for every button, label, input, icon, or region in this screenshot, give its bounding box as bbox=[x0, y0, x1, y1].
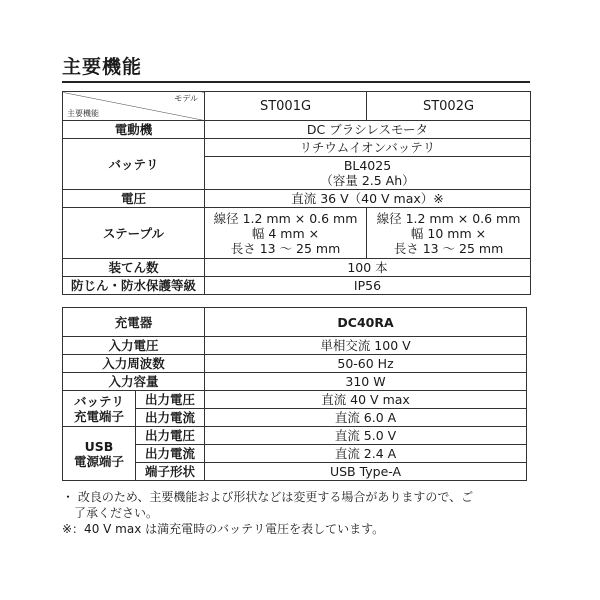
charger-model: DC40RA bbox=[205, 308, 527, 337]
staple-label: ステープル bbox=[63, 208, 205, 259]
charger-label: 充電器 bbox=[63, 308, 205, 337]
battery-output-current-value: 直流 6.0 A bbox=[205, 409, 527, 427]
input-voltage-row bbox=[63, 337, 527, 355]
spec-table bbox=[62, 91, 531, 295]
capacity-label: 装てん数 bbox=[63, 259, 205, 277]
motor-value: DC ブラシレスモータ bbox=[205, 121, 531, 139]
battery-terminal-label-line: バッテリ bbox=[73, 393, 124, 409]
model-st001g: ST001G bbox=[205, 92, 367, 121]
input-frequency-row bbox=[63, 355, 527, 373]
usb-terminal-shape-label: 端子形状 bbox=[136, 463, 205, 481]
function-label: 主要機能 bbox=[67, 109, 99, 118]
input-frequency-value: 50-60 Hz bbox=[205, 355, 527, 373]
charger-table bbox=[62, 307, 527, 481]
staple-st002g-line: 長さ 13 ～ 25 mm bbox=[393, 240, 504, 256]
charger-header-row bbox=[63, 308, 527, 337]
model-st002g: ST002G bbox=[367, 92, 531, 121]
staple-row bbox=[63, 208, 531, 259]
staple-st002g bbox=[367, 208, 531, 259]
battery-terminal-voltage-row bbox=[63, 391, 527, 409]
battery-row bbox=[63, 139, 531, 157]
usb-output-current-value: 直流 2.4 A bbox=[205, 445, 527, 463]
voltage-row bbox=[63, 190, 531, 208]
capacity-row bbox=[63, 259, 531, 277]
battery-output-voltage-value: 直流 40 V max bbox=[205, 391, 527, 409]
usb-terminal-label-line: 電源端子 bbox=[73, 453, 124, 469]
voltage-value: 直流 36 V（40 V max）※ bbox=[205, 190, 531, 208]
staple-st001g-line: 長さ 13 ～ 25 mm bbox=[230, 240, 341, 256]
title-underline bbox=[62, 81, 530, 83]
motor-row bbox=[63, 121, 531, 139]
staple-st001g bbox=[205, 208, 367, 259]
input-voltage-value: 単相交流 100 V bbox=[205, 337, 527, 355]
battery-capacity: （容量 2.5 Ah） bbox=[320, 173, 415, 188]
input-capacity-row bbox=[63, 373, 527, 391]
usb-terminal-shape-value: USB Type-A bbox=[205, 463, 527, 481]
staple-st001g-line: 線径 1.2 mm × 0.6 mm bbox=[213, 210, 358, 226]
battery-model-cell bbox=[205, 157, 531, 190]
usb-terminal-label bbox=[63, 427, 136, 481]
usb-terminal-label-line: USB bbox=[84, 438, 114, 454]
battery-output-current-label: 出力電流 bbox=[136, 409, 205, 427]
battery-terminal-label-line: 充電端子 bbox=[73, 408, 124, 424]
protection-value: IP56 bbox=[205, 277, 531, 295]
staple-st002g-line: 幅 10 mm × bbox=[410, 225, 487, 241]
header-diagonal-cell bbox=[63, 92, 205, 121]
usb-output-voltage-label: 出力電圧 bbox=[136, 427, 205, 445]
notes bbox=[62, 489, 532, 537]
voltage-label: 電圧 bbox=[63, 190, 205, 208]
note-line: ・ 改良のため、主要機能および形状などは変更する場合がありますので、ご bbox=[62, 490, 474, 504]
note-footnote: ※：40 V max は満充電時のバッテリ電圧を表しています。 bbox=[62, 522, 385, 536]
staple-st002g-line: 線径 1.2 mm × 0.6 mm bbox=[376, 210, 521, 226]
input-capacity-label: 入力容量 bbox=[63, 373, 205, 391]
spec-header-row bbox=[63, 92, 531, 121]
input-frequency-label: 入力周波数 bbox=[63, 355, 205, 373]
battery-type: リチウムイオンバッテリ bbox=[205, 139, 531, 157]
battery-model: BL4025 bbox=[343, 158, 392, 173]
note-line: 了承ください。 bbox=[62, 506, 159, 520]
model-label: モデル bbox=[174, 94, 198, 103]
usb-voltage-row bbox=[63, 427, 527, 445]
battery-output-voltage-label: 出力電圧 bbox=[136, 391, 205, 409]
page-title: 主要機能 bbox=[62, 56, 143, 78]
input-voltage-label: 入力電圧 bbox=[63, 337, 205, 355]
battery-terminal-label bbox=[63, 391, 136, 427]
motor-label: 電動機 bbox=[63, 121, 205, 139]
protection-row bbox=[63, 277, 531, 295]
usb-output-voltage-value: 直流 5.0 V bbox=[205, 427, 527, 445]
capacity-value: 100 本 bbox=[205, 259, 531, 277]
protection-label: 防じん・防水保護等級 bbox=[63, 277, 205, 295]
battery-label: バッテリ bbox=[63, 139, 205, 190]
input-capacity-value: 310 W bbox=[205, 373, 527, 391]
staple-st001g-line: 幅 4 mm × bbox=[251, 225, 320, 241]
usb-output-current-label: 出力電流 bbox=[136, 445, 205, 463]
